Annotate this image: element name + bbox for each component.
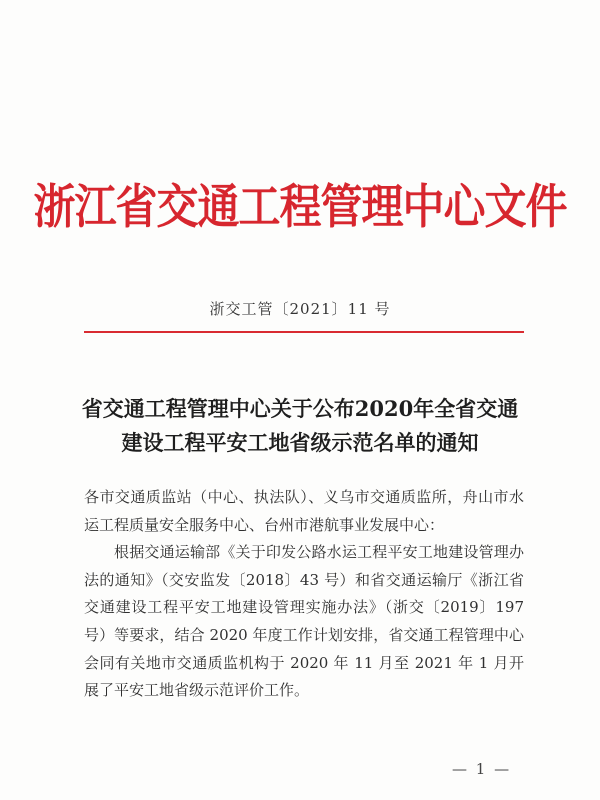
red-divider-line xyxy=(84,331,524,333)
notice-title-line-2: 建设工程平安工地省级示范名单的通知 xyxy=(121,430,479,455)
notice-title xyxy=(60,392,540,460)
body-paragraph: 根据交通运输部《关于印发公路水运工程平安工地建设管理办法的通知》（交安监发〔2018〕43 号）和省交通运输厅《浙江省交通建设工程平安工地建设管理实施办法》（浙交〔2019〕197 号）等要求，结合 2020 年度工作计划安排，省交通工程管理中心会同有关地市交通质监机构于 2020 年 11 月至 2021 年 1 月开展了平安工地省级示范评价工作。 xyxy=(84,543,524,700)
masthead-title: 浙江省交通工程管理中心文件 xyxy=(33,179,567,235)
notice-body xyxy=(84,484,524,705)
recipients-line: 各市交通质监站（中心、执法队）、义乌市交通质监所，舟山市水运工程质量安全服务中心、台州市港航事业发展中心： xyxy=(84,488,524,534)
document-number: 浙交工管〔2021〕11 号 xyxy=(209,300,391,318)
notice-title-line-1: 省交通工程管理中心关于公布2020年全省交通 xyxy=(81,396,519,421)
page-number: — 1 — xyxy=(452,760,512,778)
